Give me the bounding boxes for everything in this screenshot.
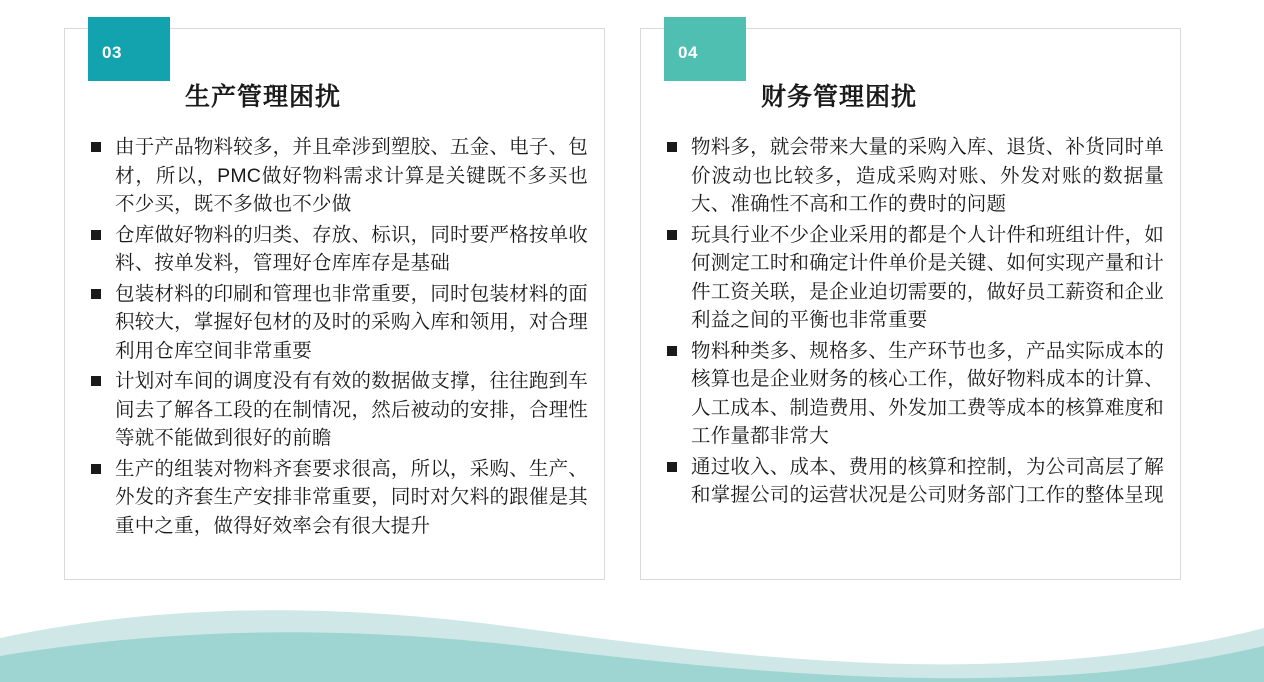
bullet-square-icon <box>91 376 101 386</box>
wave-dark-shape <box>0 632 1264 682</box>
card-number-label: 04 <box>678 43 698 62</box>
bullet-text: 由于产品物料较多，并且牵涉到塑胶、五金、电子、包材，所以，PMC做好物料需求计算是关键既不多买也不少买，既不多做也不少做 <box>115 136 588 215</box>
bullet-text: 通过收入、成本、费用的核算和控制，为公司高层了解和掌握公司的运营状况是公司财务部门工作的整体呈现 <box>691 455 1164 506</box>
content-card-04 <box>640 28 1181 580</box>
list-item <box>661 453 1164 510</box>
bullet-text: 物料种类多、规格多、生产环节也多，产品实际成本的核算也是企业财务的核心工作，做好物料成本的计算、人工成本、制造费用、外发加工费等成本的核算难度和工作量都非常大 <box>691 339 1164 447</box>
bullet-list-04 <box>661 133 1164 512</box>
bullet-square-icon <box>91 230 101 240</box>
list-item <box>85 455 588 541</box>
wave-decoration <box>0 594 1264 682</box>
list-item <box>661 133 1164 219</box>
list-item <box>85 280 588 366</box>
content-card-03 <box>64 28 605 580</box>
bullet-text: 计划对车间的调度没有有效的数据做支撑，往往跑到车间去了解各工段的在制情况，然后被动的安排，合理性等就不能做到很好的前瞻 <box>115 370 588 449</box>
bullet-text: 包装材料的印刷和管理也非常重要，同时包装材料的面积较大，掌握好包材的及时的采购入库和领用，对合理利用仓库空间非常重要 <box>115 282 588 362</box>
list-item <box>661 337 1164 451</box>
bullet-text: 生产的组装对物料齐套要求很高，所以，采购、生产、外发的齐套生产安排非常重要，同时对欠料的跟催是其重中之重，做得好效率会有很大提升 <box>115 457 588 537</box>
bullet-square-icon <box>91 142 101 152</box>
bullet-list-03 <box>85 133 588 542</box>
bullet-square-icon <box>667 346 677 356</box>
bullet-text: 玩具行业不少企业采用的都是个人计件和班组计件，如何测定工时和确定计件单价是关键、如何实现产量和计件工资关联，是企业迫切需要的，做好员工薪资和企业利益之间的平衡也非常重要 <box>691 223 1164 331</box>
bullet-text: 物料多，就会带来大量的采购入库、退货、补货同时单价波动也比较多，造成采购对账、外发对账的数据量大、准确性不高和工作的费时的问题 <box>691 136 1164 215</box>
card-number-badge-04 <box>664 17 746 81</box>
bullet-square-icon <box>91 289 101 299</box>
list-item <box>85 367 588 453</box>
card-number-label: 03 <box>102 43 122 62</box>
bullet-square-icon <box>91 464 101 474</box>
list-item <box>661 221 1164 335</box>
bullet-square-icon <box>667 462 677 472</box>
card-title-04: 财务管理困扰 <box>761 83 918 111</box>
bullet-square-icon <box>667 230 677 240</box>
bullet-square-icon <box>667 142 677 152</box>
wave-light-shape <box>0 610 1264 682</box>
bullet-text: 仓库做好物料的归类、存放、标识，同时要严格按单收料、按单发料，管理好仓库库存是基础 <box>115 223 588 274</box>
list-item <box>85 133 588 219</box>
card-title-03: 生产管理困扰 <box>185 83 342 111</box>
card-number-badge-03 <box>88 17 170 81</box>
list-item <box>85 221 588 278</box>
